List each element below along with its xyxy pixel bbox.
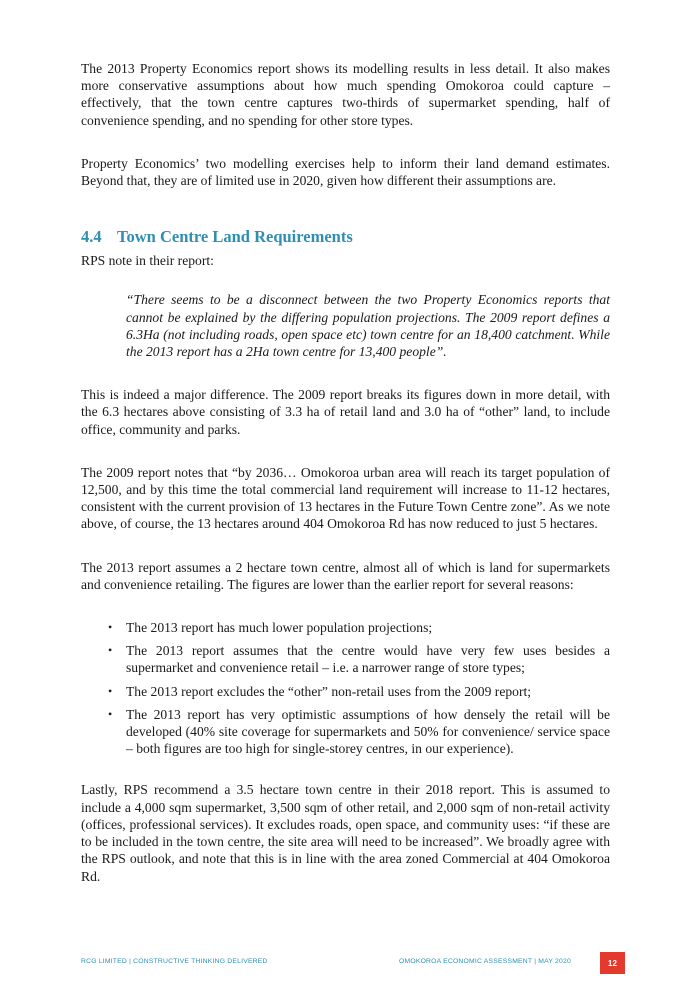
paragraph-3: This is indeed a major difference. The 2009 report breaks its figures down in more detail, with the 6.3 hectares above consisting of 3.3 ha of retail land and 3.0 ha of “other” land, to include office, community and parks. (81, 387, 610, 437)
bullet-icon: • (108, 620, 113, 635)
paragraph-2: Property Economics’ two modelling exercises help to inform their land demand estimates. Beyond that, they are of limited use in 2020, given how different their assumptions are. (81, 155, 610, 189)
section-lead: RPS note in their report: (81, 253, 214, 269)
list-item: • The 2013 report has much lower population projections; (108, 620, 433, 636)
section-heading (81, 227, 610, 247)
bullet-icon: • (108, 643, 113, 658)
bullet-icon: • (108, 683, 113, 698)
document-body (81, 60, 610, 885)
footer-left-text: RCG LIMITED | CONSTRUCTIVE THINKING DELIVERED (81, 958, 268, 965)
paragraph-6: Lastly, RPS recommend a 3.5 hectare town centre in their 2018 report. This is assumed to include a 4,000 sqm supermarket, 3,500 sqm of other retail, and 2,000 sqm of non-retail activity (offices, professional services). It excludes roads, open space, and community uses: “if these are to be included in the town centre, the site area will need to be increased”. We broadly agree with the RPS outlook, and note that this is in line with the area zoned Commercial at 404 Omokoroa Rd. (81, 782, 610, 884)
section-title: Town Centre Land Requirements (117, 227, 353, 247)
list-item: • The 2013 report has very optimistic assumptions of how densely the retail will be developed (40% site coverage for supermarkets and 50% for convenience/ service space – both figures are too high for single-storey centres, in our experience). (108, 706, 610, 757)
page-number: 12 (600, 952, 625, 974)
paragraph-4: The 2009 report notes that “by 2036… Omokoroa urban area will reach its target population of 12,500, and by this time the total commercial land requirement will increase to 11-12 hectares, consistent with the current provision of 13 hectares in the Future Town Centre zone”. As we note above, of course, the 13 hectares around 404 Omokoroa Rd has now reduced to just 5 hectares. (81, 464, 610, 532)
list-item: • The 2013 report excludes the “other” non-retail uses from the 2009 report; (108, 683, 532, 699)
rps-quote: “There seems to be a disconnect between the two Property Economics reports that cannot be explained by the differing population projections. The 2009 report defines a 6.3Ha (not including roads, open space etc) town centre for an 18,400 catchment. While the 2013 report has a 2Ha town centre for 13,400 people”. (126, 292, 610, 360)
page-footer (81, 952, 625, 974)
bullet-icon: • (108, 706, 113, 721)
section-number: 4.4 (81, 227, 102, 247)
reasons-list (81, 619, 610, 757)
footer-right-text: OMOKOROA ECONOMIC ASSESSMENT | MAY 2020 (399, 958, 571, 965)
paragraph-5: The 2013 report assumes a 2 hectare town centre, almost all of which is land for supermarkets and convenience retailing. The figures are lower than the earlier report for several reasons: (81, 559, 610, 592)
list-item: • The 2013 report assumes that the centre would have very few uses besides a supermarket and convenience retail – i.e. a narrower range of store types; (108, 643, 610, 676)
paragraph-1: The 2013 Property Economics report shows its modelling results in less detail. It also makes more conservative assumptions about how much spending Omokoroa could capture – effectively, that the town centre captures two-thirds of supermarket spending, half of convenience spending, and no spending for other store types. (81, 61, 610, 128)
